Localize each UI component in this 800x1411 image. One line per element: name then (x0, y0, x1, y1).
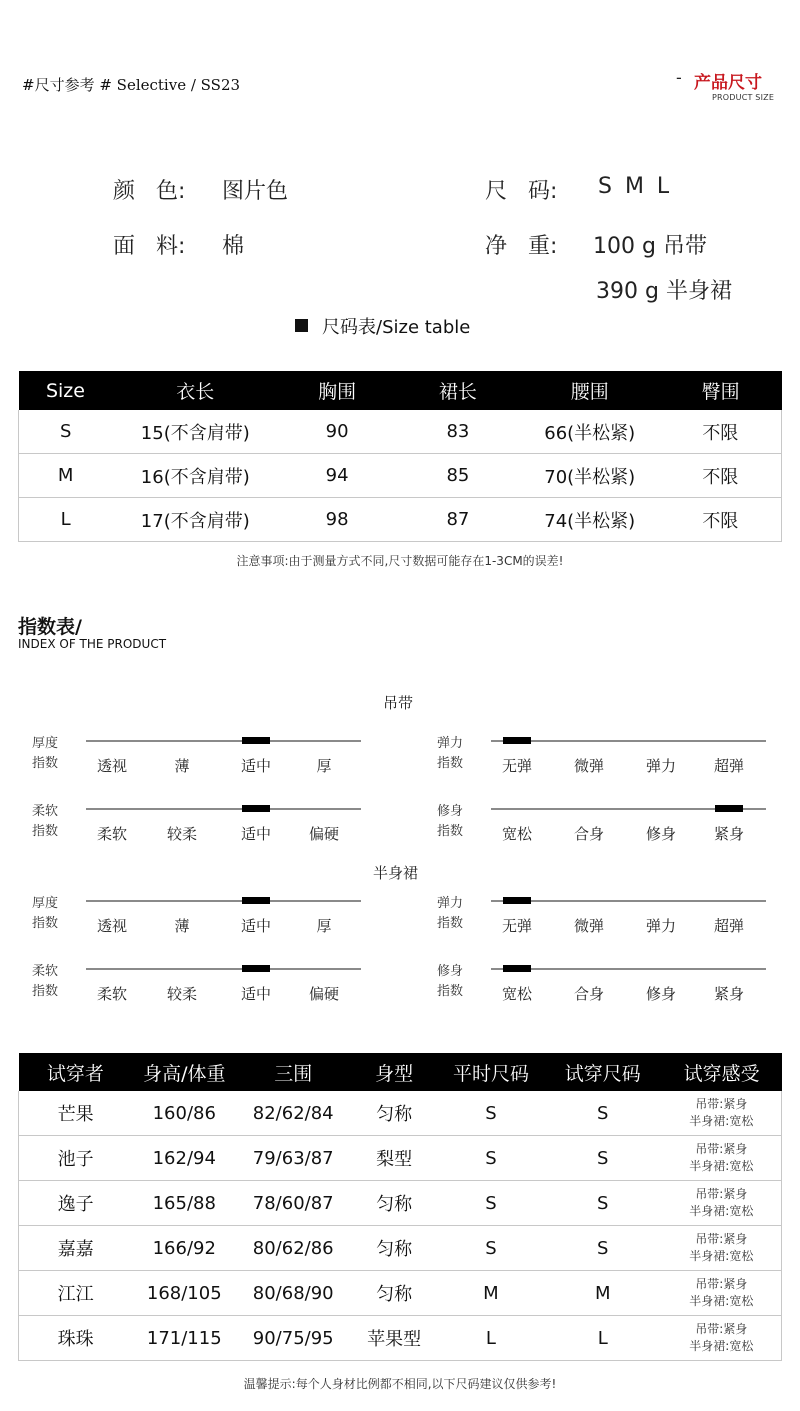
index-scale-line (86, 740, 361, 742)
table-cell: 池子 (19, 1136, 133, 1181)
index-option: 偏硬 (308, 825, 339, 843)
feel-top: 吊带:紧身 (695, 1322, 748, 1336)
index-label: 指数 (32, 756, 59, 771)
index-label: 指数 (32, 984, 59, 999)
size-table (18, 371, 782, 542)
table-row (19, 1136, 782, 1181)
index-label: 修身 (437, 804, 464, 819)
table-cell: S (544, 1226, 662, 1271)
index-marker (242, 805, 270, 812)
index-option: 薄 (174, 917, 190, 935)
feel-top: 吊带:紧身 (695, 1232, 748, 1246)
index-marker (503, 965, 531, 972)
header-cell: 身型 (350, 1053, 438, 1091)
index-option: 薄 (174, 757, 190, 775)
header-cell: 试穿感受 (662, 1053, 782, 1091)
size-table-note: 注意事项:由于测量方式不同,尺寸数据可能存在1-3CM的误差! (236, 554, 564, 568)
table-cell: L (19, 498, 113, 542)
table-cell: 15(不含肩带) (112, 410, 278, 454)
table-cell: 嘉嘉 (19, 1226, 133, 1271)
index-scale-line (86, 808, 361, 810)
table-row (19, 1091, 782, 1136)
feel-top: 吊带:紧身 (695, 1277, 748, 1291)
index-option: 紧身 (713, 985, 744, 1003)
table-cell: 苹果型 (350, 1316, 438, 1361)
weight-label: 净 重: (485, 234, 558, 259)
feel-top: 吊带:紧身 (695, 1142, 748, 1156)
feel-skirt: 半身裙:宽松 (689, 1159, 754, 1173)
header-cell: 胸围 (278, 371, 396, 410)
table-cell: S (19, 410, 113, 454)
table-cell: 不限 (660, 410, 782, 454)
index-option: 超弹 (713, 757, 744, 775)
fabric-value: 棉 (222, 234, 245, 259)
header-cell: 衣长 (112, 371, 278, 410)
index-option: 适中 (240, 985, 271, 1003)
color-label: 颜 色: (113, 179, 186, 204)
feel-top: 吊带:紧身 (695, 1187, 748, 1201)
header-title: 产品尺寸 (694, 73, 762, 93)
table-cell: 98 (278, 498, 396, 542)
index-label: 厚度 (32, 896, 59, 911)
index-label: 指数 (437, 824, 464, 839)
table-cell: L (438, 1316, 544, 1361)
table-cell: 17(不含肩带) (112, 498, 278, 542)
index-title: 指数表/ (18, 616, 82, 638)
index-option: 合身 (573, 985, 604, 1003)
index-label: 弹力 (437, 736, 464, 751)
index-scale-line (491, 968, 766, 970)
table-cell: 匀称 (350, 1226, 438, 1271)
index-marker (242, 897, 270, 904)
table-cell: 90 (278, 410, 396, 454)
index-marker (242, 737, 270, 744)
table-cell: 87 (396, 498, 520, 542)
fitting-feel (662, 1136, 782, 1181)
header-cell: 试穿尺码 (544, 1053, 662, 1091)
table-cell: 80/68/90 (236, 1271, 350, 1316)
fitting-table (18, 1053, 782, 1361)
header-cell: 腰围 (520, 371, 660, 410)
table-row (19, 410, 782, 454)
header-breadcrumb: #尺寸参考 # Selective / SS23 (22, 76, 241, 94)
index-label: 柔软 (32, 804, 59, 819)
table-row (19, 498, 782, 542)
index-option: 微弹 (573, 917, 604, 935)
table-cell: 168/105 (132, 1271, 236, 1316)
size-label: 尺 码: (485, 179, 558, 204)
index-option: 宽松 (501, 825, 532, 843)
table-cell: 83 (396, 410, 520, 454)
index-option: 弹力 (645, 757, 676, 775)
table-row (19, 1316, 782, 1361)
table-cell: S (438, 1226, 544, 1271)
table-cell: 江江 (19, 1271, 133, 1316)
fitting-table-header (19, 1053, 782, 1091)
index-option: 厚 (316, 917, 332, 935)
index-scale-line (491, 740, 766, 742)
table-cell: 不限 (660, 454, 782, 498)
table-cell: L (544, 1316, 662, 1361)
table-cell: S (544, 1136, 662, 1181)
index-option: 无弹 (501, 917, 532, 935)
table-cell: 78/60/87 (236, 1181, 350, 1226)
fitting-feel (662, 1226, 782, 1271)
header-dash: - (676, 68, 682, 87)
fitting-feel (662, 1316, 782, 1361)
table-row (19, 1226, 782, 1271)
table-cell: 逸子 (19, 1181, 133, 1226)
header-cell: 裙长 (396, 371, 520, 410)
size-value: S M L (598, 174, 673, 199)
index-option: 修身 (645, 985, 676, 1003)
index-option: 宽松 (501, 985, 532, 1003)
index-label: 修身 (437, 964, 464, 979)
feel-skirt: 半身裙:宽松 (689, 1249, 754, 1263)
index-option: 微弹 (573, 757, 604, 775)
square-bullet-icon (295, 319, 308, 332)
header-cell: Size (19, 371, 113, 410)
index-option: 柔软 (96, 825, 127, 843)
table-cell: 不限 (660, 498, 782, 542)
header-cell: 三围 (236, 1053, 350, 1091)
table-cell: M (19, 454, 113, 498)
feel-top: 吊带:紧身 (695, 1097, 748, 1111)
index-label: 指数 (437, 916, 464, 931)
index-option: 透视 (96, 917, 127, 935)
table-row (19, 1271, 782, 1316)
table-cell: 90/75/95 (236, 1316, 350, 1361)
table-cell: 匀称 (350, 1271, 438, 1316)
index-option: 合身 (573, 825, 604, 843)
fitting-table-note: 温馨提示:每个人身材比例都不相同,以下尺码建议仅供参考! (243, 1377, 557, 1391)
size-table-header (19, 371, 782, 410)
table-cell: 79/63/87 (236, 1136, 350, 1181)
index-option: 适中 (240, 757, 271, 775)
index-scale-line (86, 900, 361, 902)
table-cell: 165/88 (132, 1181, 236, 1226)
table-cell: 66(半松紧) (520, 410, 660, 454)
feel-skirt: 半身裙:宽松 (689, 1339, 754, 1353)
index-group-title-top: 吊带 (383, 694, 414, 712)
table-cell: S (438, 1136, 544, 1181)
table-cell: S (544, 1091, 662, 1136)
index-label: 指数 (437, 756, 464, 771)
color-value: 图片色 (222, 179, 289, 204)
header-cell: 臀围 (660, 371, 782, 410)
table-row (19, 1181, 782, 1226)
table-cell: 74(半松紧) (520, 498, 660, 542)
index-scale-line (86, 968, 361, 970)
index-subtitle: INDEX OF THE PRODUCT (18, 637, 167, 651)
table-cell: 70(半松紧) (520, 454, 660, 498)
table-cell: S (438, 1181, 544, 1226)
table-cell: 16(不含肩带) (112, 454, 278, 498)
table-cell: 珠珠 (19, 1316, 133, 1361)
index-option: 超弹 (713, 917, 744, 935)
index-label: 指数 (32, 916, 59, 931)
table-cell: 匀称 (350, 1181, 438, 1226)
fabric-label: 面 料: (113, 234, 186, 259)
index-option: 柔软 (96, 985, 127, 1003)
table-cell: 85 (396, 454, 520, 498)
feel-skirt: 半身裙:宽松 (689, 1294, 754, 1308)
weight-value-skirt: 390 g 半身裙 (596, 279, 732, 304)
header-cell: 平时尺码 (438, 1053, 544, 1091)
index-option: 偏硬 (308, 985, 339, 1003)
size-table-title: 尺码表/Size table (295, 313, 470, 339)
table-cell: 芒果 (19, 1091, 133, 1136)
feel-skirt: 半身裙:宽松 (689, 1114, 754, 1128)
index-marker (503, 737, 531, 744)
fitting-feel (662, 1091, 782, 1136)
table-cell: 94 (278, 454, 396, 498)
index-option: 紧身 (713, 825, 744, 843)
table-cell: 166/92 (132, 1226, 236, 1271)
index-group-title-skirt: 半身裙 (373, 864, 419, 882)
table-cell: 匀称 (350, 1091, 438, 1136)
index-option: 无弹 (501, 757, 532, 775)
header-cell: 试穿者 (19, 1053, 133, 1091)
index-marker (242, 965, 270, 972)
table-cell: M (438, 1271, 544, 1316)
index-option: 厚 (316, 757, 332, 775)
index-label: 指数 (32, 824, 59, 839)
fitting-feel (662, 1271, 782, 1316)
index-option: 弹力 (645, 917, 676, 935)
index-scale-line (491, 900, 766, 902)
index-option: 适中 (240, 825, 271, 843)
index-option: 透视 (96, 757, 127, 775)
table-cell: 160/86 (132, 1091, 236, 1136)
table-row (19, 454, 782, 498)
table-cell: M (544, 1271, 662, 1316)
index-marker (503, 897, 531, 904)
table-cell: 162/94 (132, 1136, 236, 1181)
index-label: 指数 (437, 984, 464, 999)
index-option: 适中 (240, 917, 271, 935)
table-cell: 80/62/86 (236, 1226, 350, 1271)
index-label: 厚度 (32, 736, 59, 751)
weight-value-top: 100 g 吊带 (593, 234, 707, 259)
index-label: 弹力 (437, 896, 464, 911)
index-option: 较柔 (166, 825, 197, 843)
table-cell: S (438, 1091, 544, 1136)
header-cell: 身高/体重 (132, 1053, 236, 1091)
table-cell: 82/62/84 (236, 1091, 350, 1136)
index-option: 较柔 (166, 985, 197, 1003)
header-subtitle: PRODUCT SIZE (712, 93, 775, 102)
table-cell: 梨型 (350, 1136, 438, 1181)
table-cell: S (544, 1181, 662, 1226)
index-marker (715, 805, 743, 812)
feel-skirt: 半身裙:宽松 (689, 1204, 754, 1218)
table-cell: 171/115 (132, 1316, 236, 1361)
index-option: 修身 (645, 825, 676, 843)
fitting-feel (662, 1181, 782, 1226)
index-label: 柔软 (32, 964, 59, 979)
